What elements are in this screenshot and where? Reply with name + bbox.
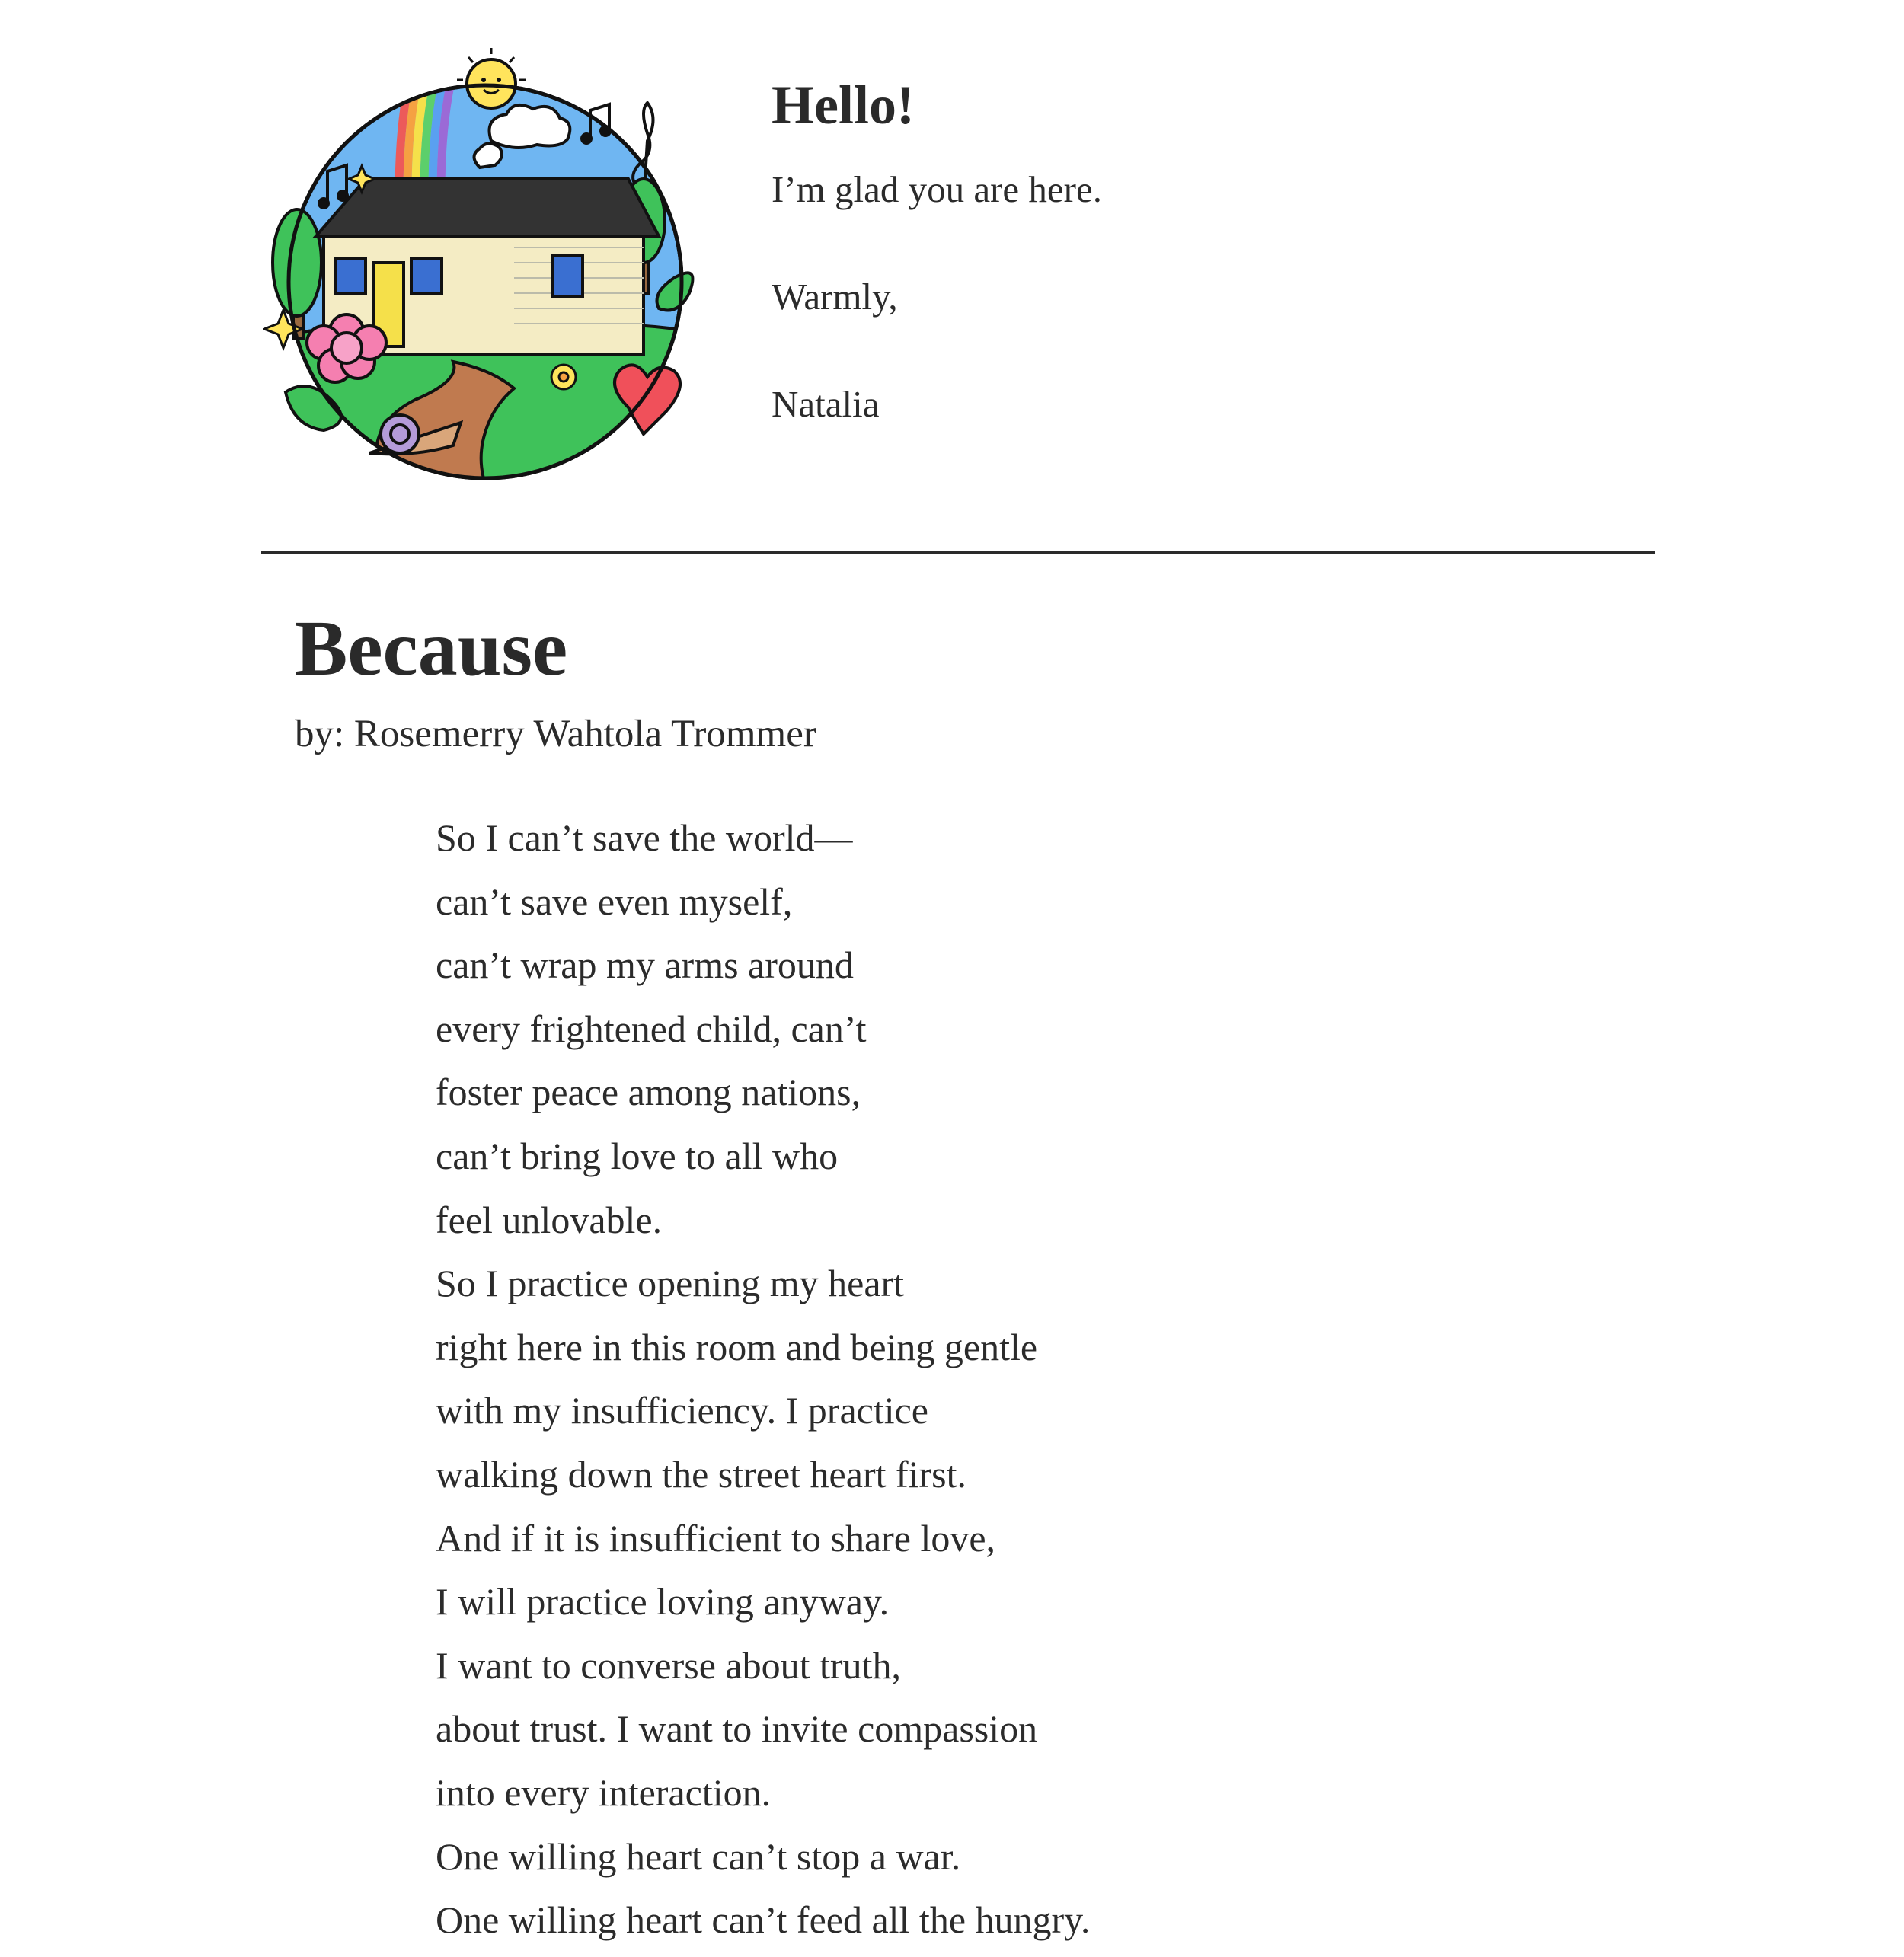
poem-line: And if it is insufficient to share love, <box>436 1516 996 1560</box>
greeting-signature: Natalia <box>772 383 880 425</box>
poem-line: feel unlovable. <box>436 1198 663 1241</box>
poem-line: can’t wrap my arms around <box>436 943 854 987</box>
greeting-message: I’m glad you are here. <box>772 168 1102 210</box>
poem-line: One willing heart can’t feed all the hungry. <box>436 1898 1091 1942</box>
poem-body <box>436 811 1090 1957</box>
cottage-illustration <box>263 42 716 484</box>
poem-author: by: Rosemerry Wahtola Trommer <box>295 713 816 755</box>
greeting-block <box>772 72 1457 425</box>
poem-line: can’t save even myself, <box>436 880 793 923</box>
poem-line: walking down the street heart first. <box>436 1452 967 1496</box>
poem-line: So I practice opening my heart <box>436 1262 905 1305</box>
poem-line: So I can’t save the world— <box>436 816 853 859</box>
greeting-closing: Warmly, <box>772 276 898 318</box>
poem-title: Because <box>295 605 568 692</box>
poem-line: with my insufficiency. I practice <box>436 1389 928 1432</box>
poem-line: I will practice loving anyway. <box>436 1580 890 1623</box>
poem-line: about trust. I want to invite compassion <box>436 1707 1038 1751</box>
poem-line: I want to converse about truth, <box>436 1643 901 1687</box>
poem-line: right here in this room and being gentle <box>436 1325 1038 1368</box>
poem-line: every frightened child, can’t <box>436 1007 867 1050</box>
section-divider <box>261 551 1655 554</box>
poem-line: foster peace among nations, <box>436 1071 861 1114</box>
poem-line: One willing heart can’t stop a war. <box>436 1834 961 1878</box>
greeting-title: Hello! <box>772 75 915 136</box>
yellow-flower-icon <box>551 365 576 389</box>
poem-line: into every interaction. <box>436 1770 772 1814</box>
greeting-header <box>263 42 1904 491</box>
heart-icon <box>615 365 680 434</box>
poem-line: can’t bring love to all who <box>436 1134 839 1177</box>
